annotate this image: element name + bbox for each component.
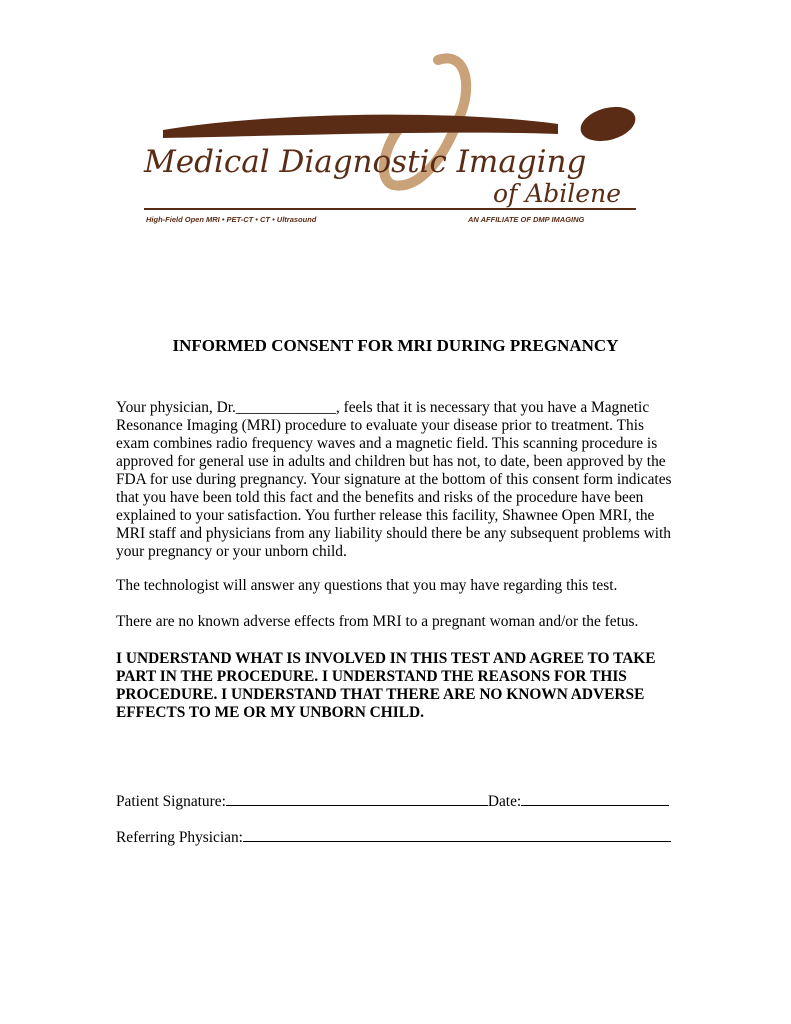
patient-signature-field[interactable] [226,791,488,806]
consent-paragraph-intro: Your physician, Dr._____________, feels that it is necessary that you have a Magnetic Resonance Imaging (MRI) procedure to evaluate your disease prior to treatment. This exam combines radio frequency waves and a magnetic field. This scanning procedure is approved for general use in adults and children but has not, to date, been approved by the FDA for use during pregnancy. Your signature at the bottom of this consent form indicates that you have been told this fact and the benefits and risks of the procedure have been explained to your satisfaction. You further release this facility, Shawnee Open MRI, the MRI staff and physicians from any liability should there be any subsequent problems with your pregnancy or your unborn child. [116,399,672,560]
clinic-logo [138,50,642,230]
logo-services: High-Field Open MRI • PET-CT • CT • Ultrasound [146,215,317,224]
document-title: INFORMED CONSENT FOR MRI DURING PREGNANCY [172,336,619,355]
logo-graphic [138,50,642,230]
patient-signature-row [116,791,669,811]
referring-physician-field[interactable] [243,827,671,842]
date-field[interactable] [521,791,669,806]
logo-location: of Abilene [493,179,621,208]
logo-rule [144,208,636,210]
referring-physician-label: Referring Physician: [116,829,243,846]
date-label: Date: [487,793,522,810]
referring-physician-row [116,827,671,847]
logo-blob [577,101,639,146]
logo-name: Medical Diagnostic Imaging [144,144,587,180]
consent-acknowledgement: I UNDERSTAND WHAT IS INVOLVED IN THIS TEST AND AGREE TO TAKE PART IN THE PROCEDURE. I UNDERSTAND THE REASONS FOR THIS PROCEDURE. I UNDERSTAND THAT THERE ARE NO KNOWN ADVERSE EFFECTS TO ME OR MY UNBORN CHILD. [116,650,656,721]
consent-paragraph-effects: There are no known adverse effects from MRI to a pregnant woman and/or the fetus. [116,613,639,630]
patient-signature-label: Patient Signature: [116,793,226,810]
logo-brush-stroke [163,115,558,138]
consent-paragraph-questions: The technologist will answer any questions that you may have regarding this test. [116,577,618,594]
logo-affiliate: AN AFFILIATE OF DMP IMAGING [468,215,585,224]
